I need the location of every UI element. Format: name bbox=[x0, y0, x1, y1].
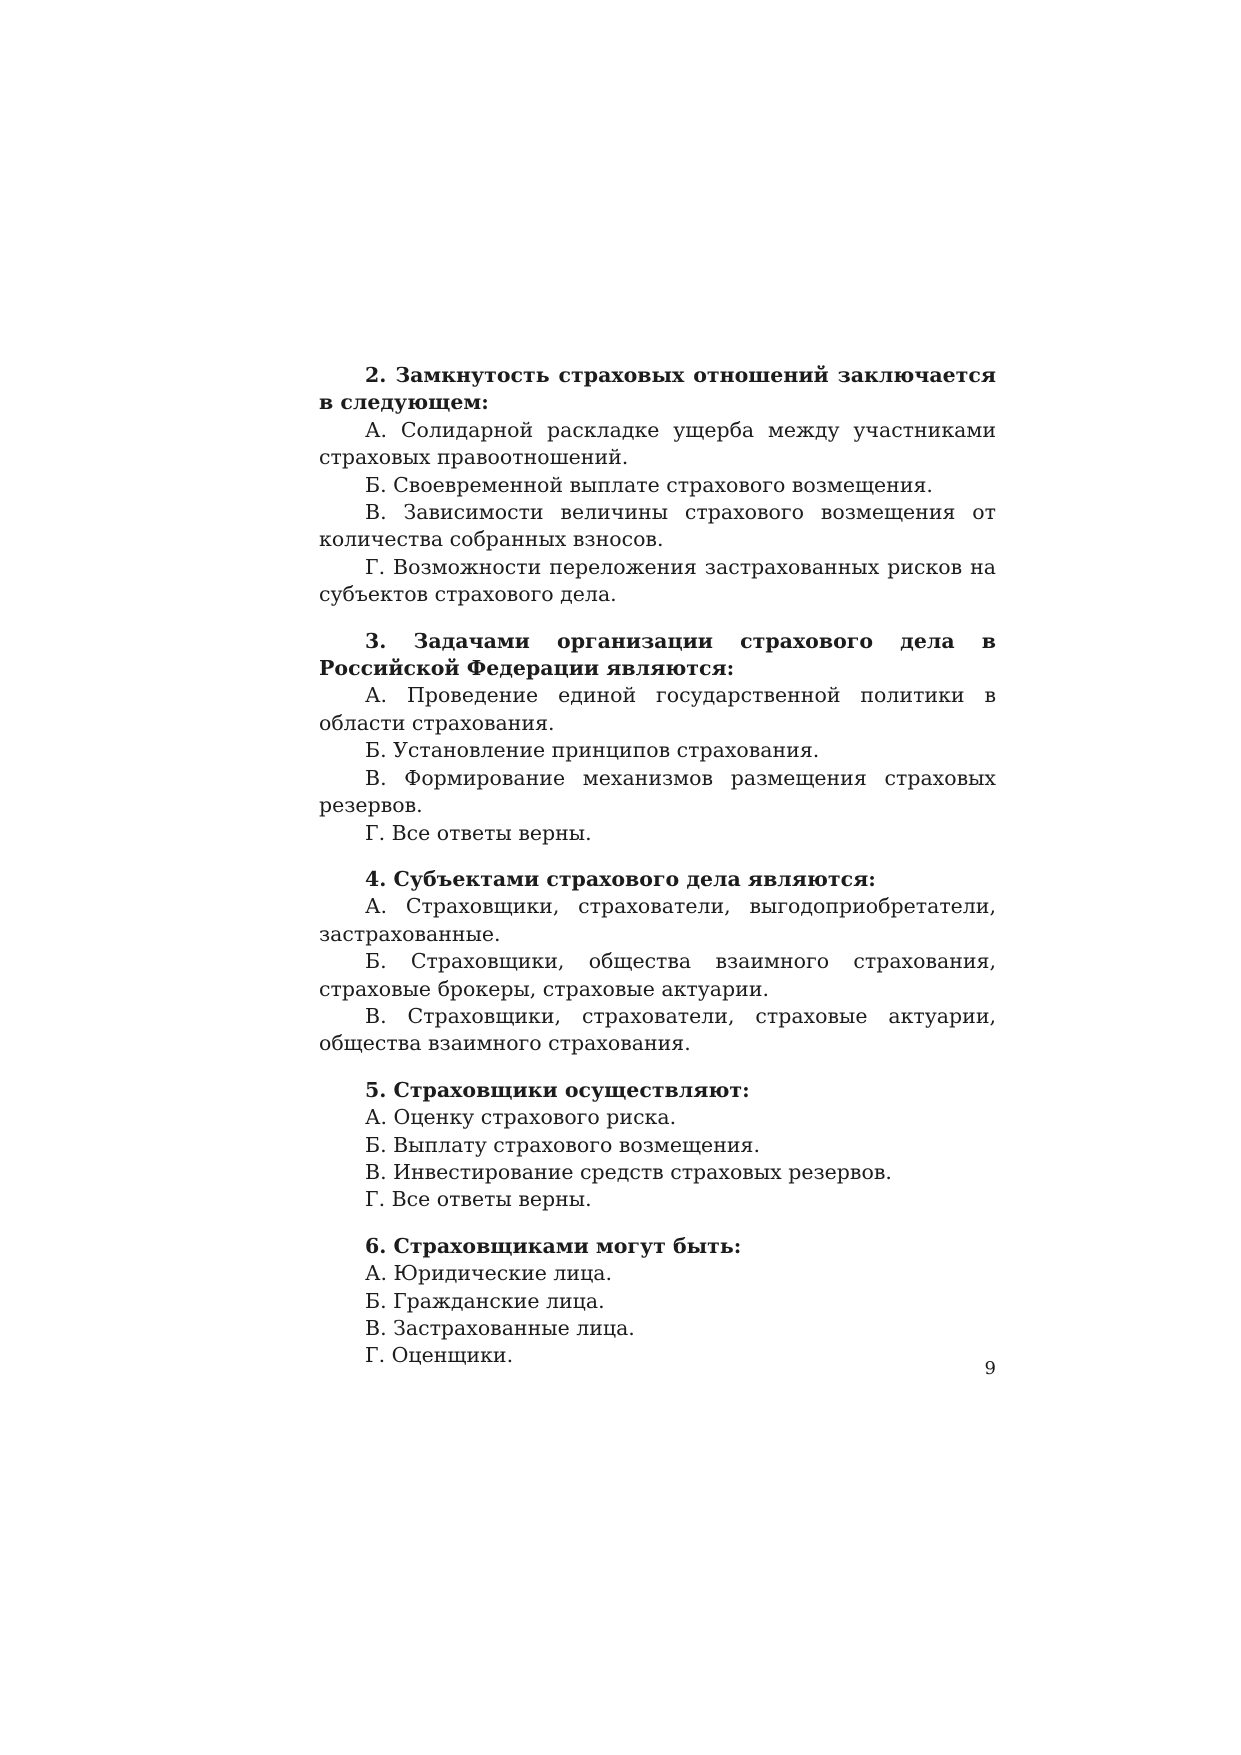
answer-option: В. Застрахованные лица. bbox=[365, 1316, 635, 1340]
question-title: 3. Задачами организации страхового дела в Российской Федерации являются: bbox=[319, 628, 996, 681]
question-6 bbox=[319, 1233, 996, 1370]
question-title: 5. Страховщики осуществляют: bbox=[365, 1077, 750, 1102]
answer-option: А. Солидарной раскладке ущерба между участниками страховых правоотношений. bbox=[319, 417, 996, 470]
answer-option: Г. Возможности переложения застрахованных рисков на субъектов страхового дела. bbox=[319, 554, 996, 607]
answer-option: В. Страховщики, страхователи, страховые актуарии, общества взаимного страхования. bbox=[319, 1003, 996, 1056]
answer-option: Б. Гражданские лица. bbox=[365, 1288, 605, 1313]
answer-option: Б. Своевременной выплате страхового возмещения. bbox=[365, 472, 933, 497]
question-5 bbox=[319, 1077, 996, 1214]
answer-option: В. Инвестирование средств страховых резервов. bbox=[365, 1159, 892, 1184]
answer-option: А. Страховщики, страхователи, выгодоприобретатели, застрахованные. bbox=[319, 894, 996, 946]
answer-option: Г. Все ответы верны. bbox=[365, 820, 592, 845]
answer-option: Б. Страховщики, общества взаимного страхования, страховые брокеры, страховые актуарии. bbox=[319, 949, 996, 1001]
question-title: 4. Субъектами страхового дела являются: bbox=[365, 866, 876, 891]
answer-option: А. Юридические лица. bbox=[365, 1261, 612, 1286]
question-title: 6. Страховщиками могут быть: bbox=[365, 1233, 742, 1258]
answer-option: Г. Все ответы верны. bbox=[365, 1187, 592, 1212]
question-title: 2. Замкнутость страховых отношений заключается в следующем: bbox=[319, 363, 996, 415]
page-content bbox=[319, 362, 996, 1389]
answer-option: А. Оценку страхового риска. bbox=[365, 1105, 677, 1130]
question-4 bbox=[319, 866, 996, 1058]
answer-option: В. Зависимости величины страхового возмещения от количества собранных взносов. bbox=[319, 500, 996, 552]
question-3 bbox=[319, 628, 996, 847]
answer-option: В. Формирование механизмов размещения страховых резервов. bbox=[319, 765, 996, 818]
question-2 bbox=[319, 362, 996, 609]
answer-option: Б. Установление принципов страхования. bbox=[365, 738, 820, 763]
answer-option: Б. Выплату страхового возмещения. bbox=[365, 1132, 760, 1157]
answer-option: А. Проведение единой государственной политики в области страхования. bbox=[319, 683, 996, 735]
page-number: 9 bbox=[984, 1358, 996, 1379]
answer-option: Г. Оценщики. bbox=[365, 1343, 514, 1368]
